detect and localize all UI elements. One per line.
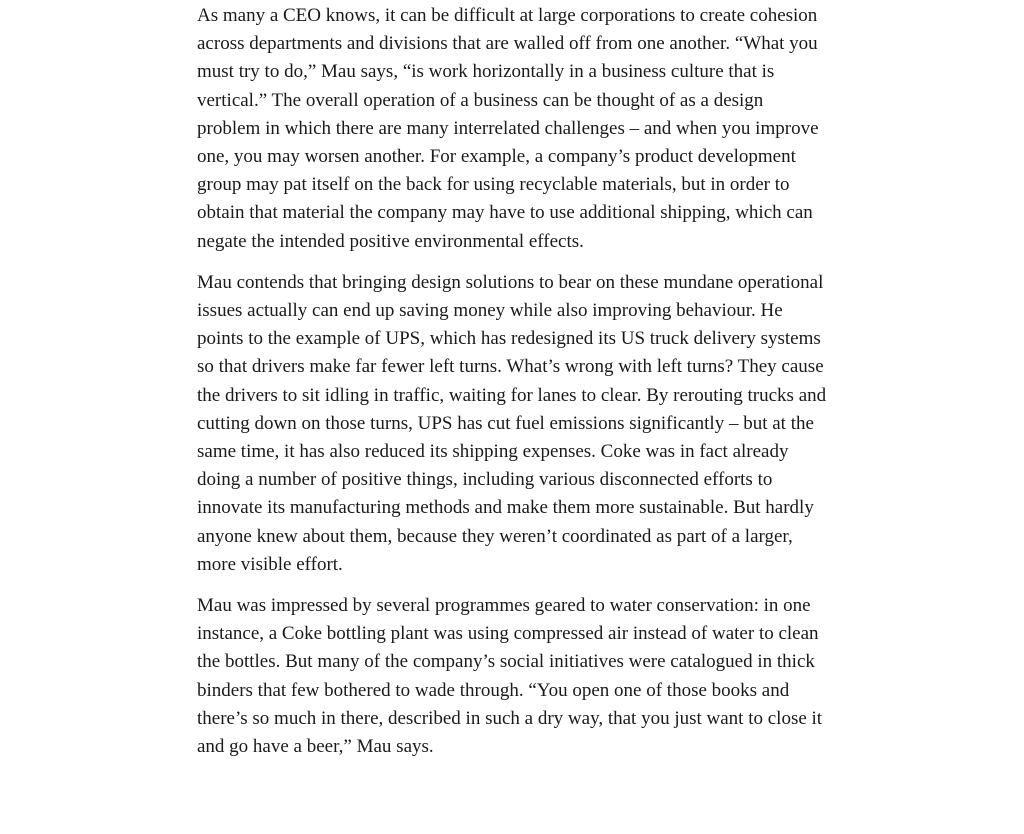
article-paragraph: Mau contends that bringing design solutions to bear on these mundane operational issues actually can end up saving money while also improving behaviour. He points to the example of UPS, which has redesigned its US truck delivery systems so that drivers make far fewer left turns. What’s wrong with left turns? They cause the drivers to sit idling in traffic, waiting for lanes to clear. By rerouting trucks and cutting down on those turns, UPS has cut fuel emissions significantly – but at the same time, it has also reduced its shipping expenses. Coke was in fact already doing a number of positive things, including various disconnected efforts to innovate its manufacturing methods and make them more sustainable. But hardly anyone knew about them, because they weren’t coordinated as part of a larger, more visible effort. [197,271,827,575]
article-paragraph: Mau was impressed by several programmes geared to water conservation: in one instance, a Coke bottling plant was using compressed air instead of water to clean the bottles. But many of the company’s social initiatives were catalogued in thick binders that few bothered to wade through. “You open one of those books and there’s so much in there, described in such a dry way, that you just want to close it and go have a beer,” Mau says. [197,595,823,758]
article-body [197,0,827,761]
article-paragraph: As many a CEO knows, it can be difficult at large corporations to create cohesion across departments and divisions that are walled off from one another. “What you must try to do,” Mau says, “is work horizontally in a business culture that is vertical.” The overall operation of a business can be thought of as a design problem in which there are many interrelated challenges – and when you improve one, you may worsen another. For example, a company’s product development group may pat itself on the back for using recyclable materials, but in order to obtain that material the company may have to use additional shipping, which can negate the intended positive environmental effects. [197,5,819,252]
